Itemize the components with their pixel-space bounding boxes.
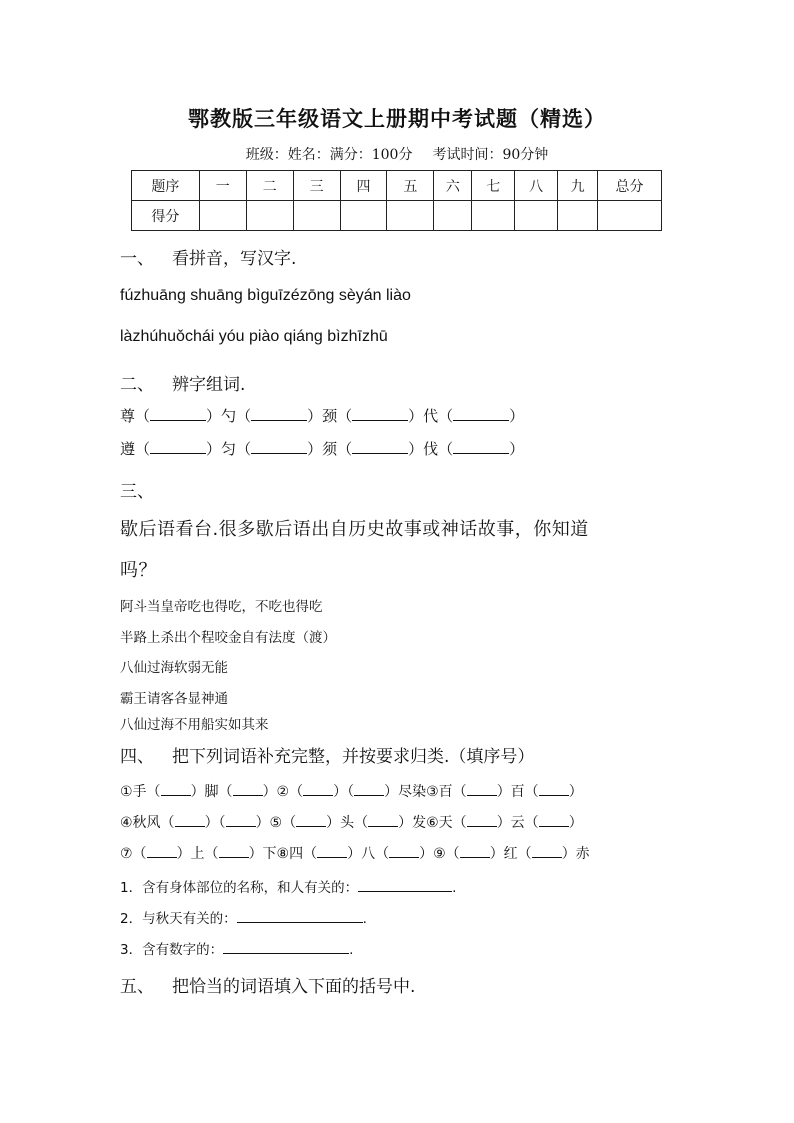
- score-cell[interactable]: [472, 201, 515, 231]
- fill-text: ）（: [204, 815, 226, 831]
- score-cell[interactable]: [340, 201, 387, 231]
- list-item: 半路上杀出个程咬金自有法度（渡）: [120, 630, 336, 646]
- answer-blank[interactable]: [358, 879, 452, 892]
- answer-blank[interactable]: [532, 845, 562, 858]
- char: 尊: [120, 407, 136, 425]
- question-text: 1．含有身体部位的名称，和人有关的：: [120, 880, 359, 896]
- word-group-row-2: 遵（ ）匀（ ）须（ ）伐（ ）: [120, 440, 525, 458]
- section-4-heading: [120, 742, 534, 767]
- page-title: 鄂教版三年级语文上册期中考试题（精选）: [188, 106, 606, 131]
- section-number: 二、: [120, 375, 154, 395]
- score-cell[interactable]: [246, 201, 293, 231]
- fill-text: ）头（: [326, 815, 369, 831]
- answer-blank[interactable]: [453, 441, 509, 454]
- answer-blank[interactable]: [251, 441, 307, 454]
- header-cell: 一: [199, 171, 246, 201]
- answer-blank[interactable]: [368, 814, 398, 827]
- fill-row-3: [120, 843, 590, 863]
- answer-blank[interactable]: [317, 845, 347, 858]
- fill-text: ）脚（: [190, 784, 233, 800]
- section-title: 把恰当的词语填入下面的括号中.: [172, 977, 416, 997]
- header-cell: 八: [515, 171, 558, 201]
- char: 匀: [221, 440, 237, 458]
- header-cell: 总分: [598, 171, 662, 201]
- answer-blank[interactable]: [303, 783, 333, 796]
- answer-blank[interactable]: [150, 408, 206, 421]
- char: 颈: [322, 407, 338, 425]
- header-cell: 六: [434, 171, 472, 201]
- pinyin-line-1: fúzhuāng shuāng bìguīzézōng sèyán liào: [120, 287, 411, 304]
- answer-blank[interactable]: [539, 814, 569, 827]
- score-cell[interactable]: [434, 201, 472, 231]
- period: .: [362, 911, 367, 927]
- row-label: 得分: [132, 201, 200, 231]
- fill-text: ）: [568, 784, 583, 800]
- fill-text: ⑦（: [120, 846, 147, 862]
- section-3-title: 歇后语看台.很多歇后语出自历史故事或神话故事，你知道: [120, 519, 589, 540]
- question-3: [120, 938, 353, 958]
- score-value-row: [132, 201, 662, 231]
- answer-blank[interactable]: [237, 910, 363, 923]
- section-number: 五、: [120, 977, 154, 997]
- exam-meta: [0, 144, 794, 164]
- list-item: 霸王请客各显神通: [120, 691, 228, 707]
- fill-text: ）尽染③百（: [384, 784, 467, 800]
- fill-text: ）红（: [489, 846, 532, 862]
- section-title: 辨字组词.: [172, 375, 246, 395]
- answer-blank[interactable]: [219, 845, 249, 858]
- fill-text: ）上（: [176, 846, 219, 862]
- char: 伐: [423, 440, 439, 458]
- fill-row-1: [120, 781, 583, 801]
- period: .: [452, 880, 457, 896]
- score-cell[interactable]: [558, 201, 598, 231]
- section-1-heading: [120, 244, 296, 269]
- header-cell: 三: [293, 171, 340, 201]
- score-header-row: [132, 171, 662, 201]
- fill-text: ①手（: [120, 784, 161, 800]
- answer-blank[interactable]: [161, 783, 191, 796]
- answer-blank[interactable]: [460, 845, 490, 858]
- fill-text: ）云（: [496, 815, 539, 831]
- fill-text: ）百（: [496, 784, 539, 800]
- answer-blank[interactable]: [354, 783, 384, 796]
- section-number: 一、: [120, 249, 154, 269]
- period: .: [349, 942, 354, 958]
- header-cell: 四: [340, 171, 387, 201]
- section-3-number: 三、: [120, 482, 154, 502]
- section-2-heading: [120, 370, 245, 395]
- answer-blank[interactable]: [147, 845, 177, 858]
- char: 遵: [120, 440, 136, 458]
- fill-text: ④秋风（: [120, 815, 175, 831]
- answer-blank[interactable]: [453, 408, 509, 421]
- list-item: 八仙过海软弱无能: [120, 660, 228, 676]
- header-cell: 五: [387, 171, 434, 201]
- score-cell[interactable]: [598, 201, 662, 231]
- list-item: 阿斗当皇帝吃也得吃，不吃也得吃: [120, 599, 323, 615]
- answer-blank[interactable]: [233, 783, 263, 796]
- exam-time: 考试时间：90分钟: [432, 147, 549, 163]
- question-text: 2．与秋天有关的：: [120, 911, 237, 927]
- fill-text: ）赤: [561, 846, 590, 862]
- fill-text: ）（: [333, 784, 355, 800]
- answer-blank[interactable]: [467, 783, 497, 796]
- fill-text: ）②（: [262, 784, 304, 800]
- fill-text: ）八（: [347, 846, 390, 862]
- fill-text: ）: [568, 815, 583, 831]
- question-2: [120, 907, 367, 927]
- section-title: 看拼音，写汉字.: [172, 249, 297, 269]
- score-table: [131, 170, 662, 231]
- header-cell: 七: [472, 171, 515, 201]
- answer-blank[interactable]: [226, 814, 256, 827]
- answer-blank[interactable]: [352, 408, 408, 421]
- fill-text: ）⑤（: [255, 815, 297, 831]
- header-cell: 九: [558, 171, 598, 201]
- fill-row-2: [120, 812, 583, 832]
- answer-blank[interactable]: [467, 814, 497, 827]
- answer-blank[interactable]: [389, 845, 419, 858]
- char: 须: [322, 440, 338, 458]
- char: 代: [423, 407, 439, 425]
- score-cell[interactable]: [515, 201, 558, 231]
- section-3-title-cont: 吗？: [120, 560, 157, 581]
- fill-text: ）下⑧四（: [248, 846, 318, 862]
- class-name-score: 班级：姓名：满分：100分: [245, 147, 413, 163]
- answer-blank[interactable]: [251, 408, 307, 421]
- fill-text: ）⑨（: [419, 846, 460, 862]
- answer-blank[interactable]: [223, 941, 349, 954]
- fill-text: ）发⑥天（: [398, 815, 467, 831]
- header-cell: 题序: [132, 171, 200, 201]
- list-item: 八仙过海不用船实如其来: [120, 717, 269, 733]
- answer-blank[interactable]: [150, 441, 206, 454]
- char: 勺: [221, 407, 237, 425]
- question-text: 3．含有数字的：: [120, 942, 224, 958]
- section-number: 四、: [120, 747, 154, 767]
- question-1: [120, 876, 456, 896]
- score-cell[interactable]: [387, 201, 434, 231]
- section-5-heading: [120, 972, 415, 997]
- header-cell: 二: [246, 171, 293, 201]
- score-cell[interactable]: [293, 201, 340, 231]
- answer-blank[interactable]: [352, 441, 408, 454]
- section-title: 把下列词语补充完整，并按要求归类.（填序号）: [172, 747, 535, 767]
- word-group-row-1: 尊（ ）勺（ ）颈（ ）代（ ）: [120, 407, 525, 425]
- score-cell[interactable]: [199, 201, 246, 231]
- pinyin-line-2: làzhúhuǒchái yóu piào qiáng bìzhīzhū: [120, 328, 388, 345]
- answer-blank[interactable]: [175, 814, 205, 827]
- answer-blank[interactable]: [539, 783, 569, 796]
- answer-blank[interactable]: [296, 814, 326, 827]
